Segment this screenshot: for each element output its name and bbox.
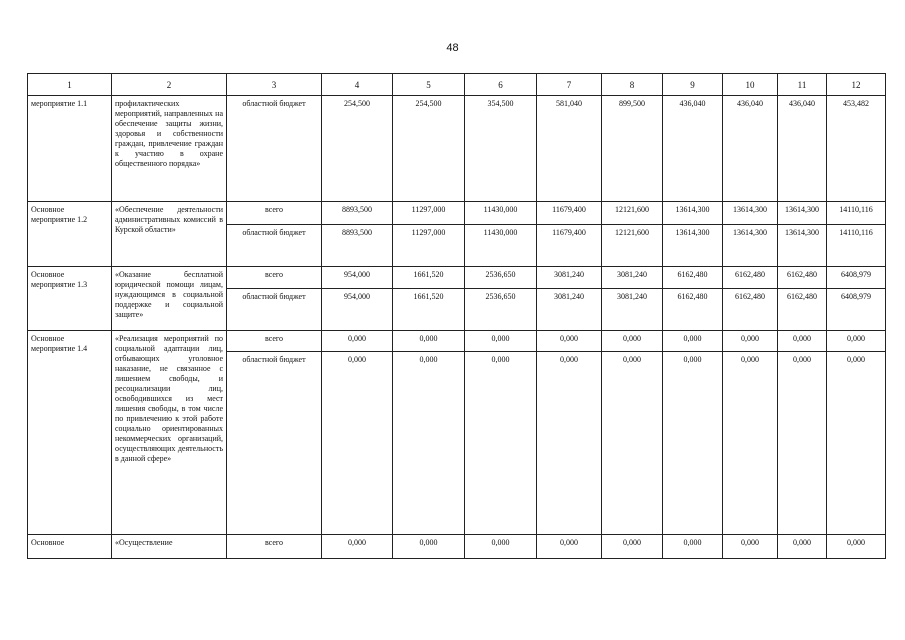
value-cell: 0,000 bbox=[602, 352, 663, 535]
column-header: 8 bbox=[602, 74, 663, 96]
value-cell: 11679,400 bbox=[537, 225, 602, 267]
value-cell: 453,482 bbox=[827, 96, 886, 202]
value-cell: 0,000 bbox=[723, 535, 778, 559]
funding-source: всего bbox=[227, 331, 322, 352]
activity-description: «Оказание бесплатной юридической помощи лицам, нуждающимся в социальной поддержке и социальной защите» bbox=[112, 267, 227, 331]
column-header: 4 bbox=[322, 74, 393, 96]
value-cell: 0,000 bbox=[465, 331, 537, 352]
value-cell: 3081,240 bbox=[602, 267, 663, 289]
column-header: 10 bbox=[723, 74, 778, 96]
value-cell: 2536,650 bbox=[465, 267, 537, 289]
value-cell: 11430,000 bbox=[465, 202, 537, 225]
value-cell: 899,500 bbox=[602, 96, 663, 202]
value-cell: 13614,300 bbox=[723, 225, 778, 267]
value-cell: 6408,979 bbox=[827, 289, 886, 331]
value-cell: 6162,480 bbox=[778, 289, 827, 331]
value-cell: 12121,600 bbox=[602, 225, 663, 267]
funding-source: областной бюджет bbox=[227, 96, 322, 202]
value-cell: 436,040 bbox=[778, 96, 827, 202]
funding-source: областной бюджет bbox=[227, 352, 322, 535]
value-cell: 0,000 bbox=[778, 535, 827, 559]
table-row bbox=[28, 202, 886, 225]
value-cell: 14110,116 bbox=[827, 202, 886, 225]
value-cell: 0,000 bbox=[537, 535, 602, 559]
column-header: 9 bbox=[663, 74, 723, 96]
value-cell: 0,000 bbox=[322, 535, 393, 559]
value-cell: 6162,480 bbox=[663, 267, 723, 289]
funding-source: областной бюджет bbox=[227, 289, 322, 331]
column-header: 3 bbox=[227, 74, 322, 96]
activity-description: «Обеспечение деятельности административных комиссий в Курской области» bbox=[112, 202, 227, 267]
value-cell: 6408,979 bbox=[827, 267, 886, 289]
page-number: 48 bbox=[446, 42, 459, 54]
value-cell: 0,000 bbox=[602, 535, 663, 559]
value-cell: 12121,600 bbox=[602, 202, 663, 225]
column-header: 6 bbox=[465, 74, 537, 96]
value-cell: 954,000 bbox=[322, 267, 393, 289]
budget-table bbox=[27, 73, 886, 559]
value-cell: 254,500 bbox=[322, 96, 393, 202]
value-cell: 13614,300 bbox=[778, 202, 827, 225]
column-header: 1 bbox=[28, 74, 112, 96]
value-cell: 3081,240 bbox=[537, 267, 602, 289]
value-cell: 11297,000 bbox=[393, 225, 465, 267]
value-cell: 0,000 bbox=[663, 331, 723, 352]
column-header: 7 bbox=[537, 74, 602, 96]
value-cell: 0,000 bbox=[537, 331, 602, 352]
value-cell: 11430,000 bbox=[465, 225, 537, 267]
activity-name: Основное bbox=[28, 535, 112, 559]
activity-description: профилактических мероприятий, направленных на обеспечение защиты жизни, здоровья и собственности граждан, привлечение граждан к участию в охране общественного порядка» bbox=[112, 96, 227, 202]
activity-name: мероприятие 1.1 bbox=[28, 96, 112, 202]
value-cell: 6162,480 bbox=[723, 289, 778, 331]
column-header: 2 bbox=[112, 74, 227, 96]
value-cell: 0,000 bbox=[778, 331, 827, 352]
value-cell: 0,000 bbox=[465, 352, 537, 535]
funding-source: всего bbox=[227, 202, 322, 225]
funding-source: всего bbox=[227, 267, 322, 289]
table-row bbox=[28, 331, 886, 352]
value-cell: 0,000 bbox=[827, 331, 886, 352]
value-cell: 581,040 bbox=[537, 96, 602, 202]
activity-name: Основное мероприятие 1.3 bbox=[28, 267, 112, 331]
value-cell: 0,000 bbox=[393, 535, 465, 559]
value-cell: 1661,520 bbox=[393, 267, 465, 289]
value-cell: 14110,116 bbox=[827, 225, 886, 267]
value-cell: 8893,500 bbox=[322, 225, 393, 267]
activity-description: «Реализация мероприятий по социальной адаптации лиц, отбывающих уголовное наказание, не связанное с лишением свободы, и ресоциализации лиц, освободившихся из мест лишения свободы, в том числе по привлечению к этой работе социально ориентированных некоммерческих организаций, осуществляющих деятельность в данной сфере» bbox=[112, 331, 227, 535]
value-cell: 6162,480 bbox=[778, 267, 827, 289]
value-cell: 3081,240 bbox=[537, 289, 602, 331]
value-cell: 0,000 bbox=[322, 331, 393, 352]
value-cell: 13614,300 bbox=[663, 202, 723, 225]
value-cell: 0,000 bbox=[723, 331, 778, 352]
value-cell: 2536,650 bbox=[465, 289, 537, 331]
value-cell: 0,000 bbox=[393, 331, 465, 352]
value-cell: 13614,300 bbox=[663, 225, 723, 267]
table-row bbox=[28, 267, 886, 289]
value-cell: 6162,480 bbox=[723, 267, 778, 289]
value-cell: 254,500 bbox=[393, 96, 465, 202]
activity-description: «Осуществление bbox=[112, 535, 227, 559]
value-cell: 0,000 bbox=[778, 352, 827, 535]
value-cell: 13614,300 bbox=[723, 202, 778, 225]
table-row bbox=[28, 96, 886, 202]
value-cell: 3081,240 bbox=[602, 289, 663, 331]
value-cell: 0,000 bbox=[827, 352, 886, 535]
value-cell: 1661,520 bbox=[393, 289, 465, 331]
value-cell: 436,040 bbox=[663, 96, 723, 202]
funding-source: областной бюджет bbox=[227, 225, 322, 267]
column-header: 11 bbox=[778, 74, 827, 96]
value-cell: 0,000 bbox=[465, 535, 537, 559]
table-row bbox=[28, 535, 886, 559]
value-cell: 436,040 bbox=[723, 96, 778, 202]
value-cell: 354,500 bbox=[465, 96, 537, 202]
value-cell: 0,000 bbox=[663, 535, 723, 559]
column-header: 12 bbox=[827, 74, 886, 96]
value-cell: 11297,000 bbox=[393, 202, 465, 225]
value-cell: 0,000 bbox=[663, 352, 723, 535]
value-cell: 0,000 bbox=[602, 331, 663, 352]
value-cell: 0,000 bbox=[322, 352, 393, 535]
funding-source: всего bbox=[227, 535, 322, 559]
value-cell: 954,000 bbox=[322, 289, 393, 331]
value-cell: 8893,500 bbox=[322, 202, 393, 225]
value-cell: 0,000 bbox=[537, 352, 602, 535]
value-cell: 0,000 bbox=[827, 535, 886, 559]
activity-name: Основное мероприятие 1.2 bbox=[28, 202, 112, 267]
value-cell: 0,000 bbox=[723, 352, 778, 535]
value-cell: 0,000 bbox=[393, 352, 465, 535]
value-cell: 6162,480 bbox=[663, 289, 723, 331]
column-header: 5 bbox=[393, 74, 465, 96]
value-cell: 11679,400 bbox=[537, 202, 602, 225]
value-cell: 13614,300 bbox=[778, 225, 827, 267]
activity-name: Основное мероприятие 1.4 bbox=[28, 331, 112, 535]
header-row bbox=[28, 74, 886, 96]
